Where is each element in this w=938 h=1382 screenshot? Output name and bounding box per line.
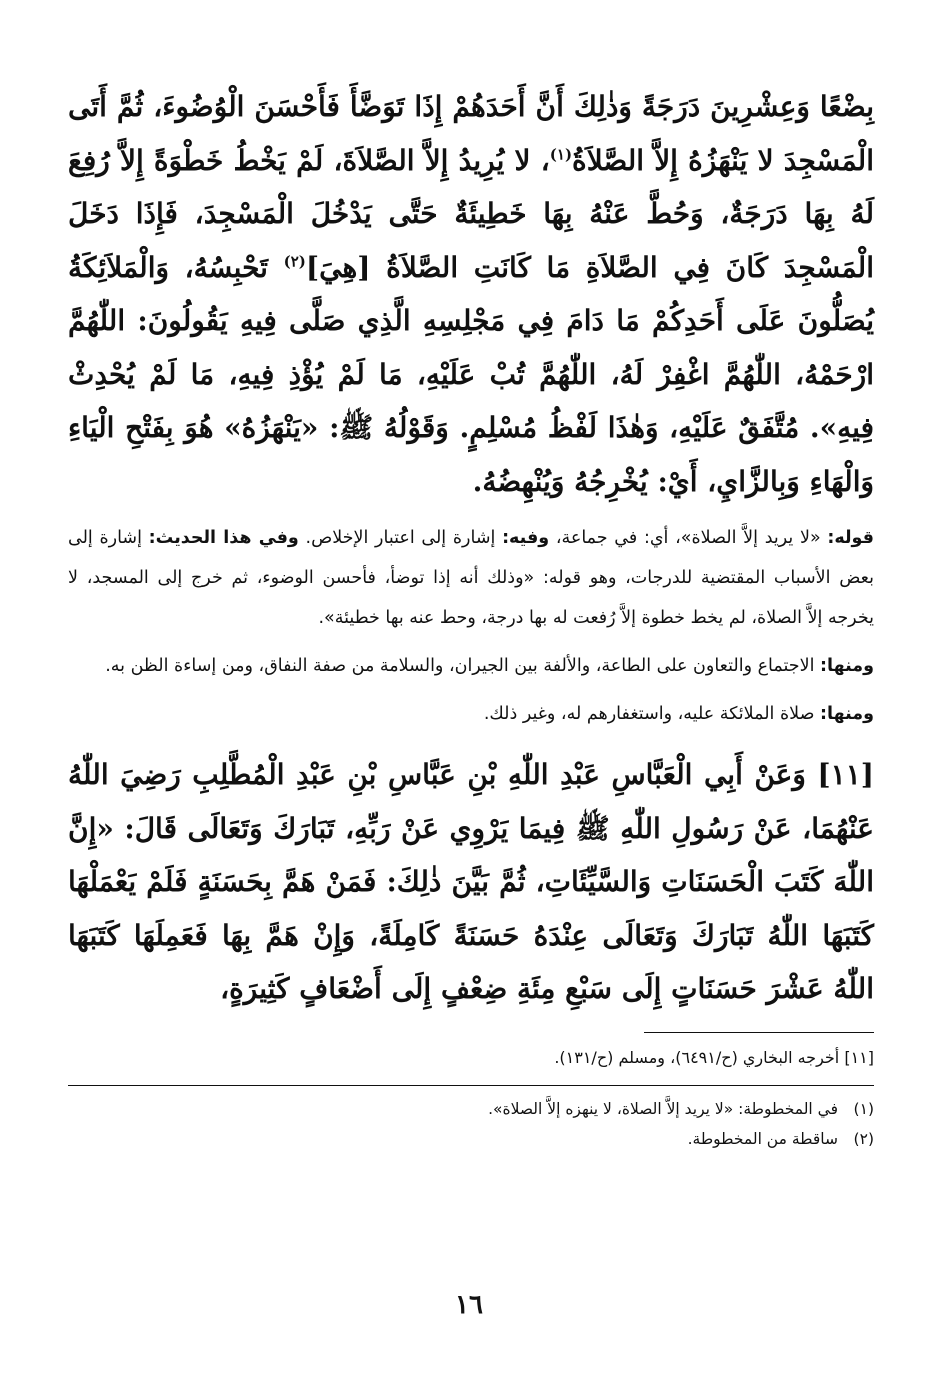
commentary-text: الاجتماع والتعاون على الطاعة، والألفة بين الجيران، والسلامة من صفة النفاق، ومن إساءة الظن به.	[105, 656, 821, 676]
footnote-2	[68, 1124, 874, 1154]
commentary-label-minha: ومنها:	[820, 656, 874, 676]
hadith-10-text: بِضْعًا وَعِشْرِينَ دَرَجَةً وَذٰلِكَ أَنَّ أَحَدَهُمْ إِذَا تَوَضَّأَ فَأَحْسَنَ الْوُضُوءَ، ثُمَّ أَتَى الْمَسْجِدَ لا يَنْهَزُهُ إِلاَّ الصَّلاَةُ	[68, 90, 874, 177]
source-divider	[644, 1032, 874, 1033]
commentary-label-minha: ومنها:	[820, 704, 874, 724]
page-number: ١٦	[455, 1290, 483, 1320]
footnote-marker: (٢)	[853, 1129, 874, 1148]
hadith-11-text: وَعَنْ أَبِي الْعَبَّاسِ عَبْدِ اللّٰهِ بْنِ عَبَّاسِ بْنِ عَبْدِ الْمُطَّلِبِ رَضِيَ اللّٰهُ عَنْهُمَا، عَنْ رَسُولِ اللّٰهِ ﷺ فِيمَا يَرْوِي عَنْ رَبِّهِ، تَبَارَكَ وَتَعَالَى قَالَ: «إِنَّ اللّٰهَ كَتَبَ الْحَسَنَاتِ وَالسَّيِّئَاتِ، ثُمَّ بَيَّنَ ذٰلِكَ: فَمَنْ هَمَّ بِحَسَنَةٍ فَلَمْ يَعْمَلْهَا كَتَبَهَا اللّٰهُ تَبَارَكَ وَتَعَالَى عِنْدَهُ حَسَنَةً كَامِلَةً، وَإِنْ هَمَّ بِهَا فَعَمِلَهَا كَتَبَهَا اللّٰهُ عَشْرَ حَسَنَاتٍ إِلَى سَبْعِ مِئَةِ ضِعْفٍ إِلَى أَضْعَافٍ كَثِيرَةٍ،	[68, 758, 874, 1005]
commentary-section	[68, 518, 874, 734]
commentary-paragraph-1	[68, 518, 874, 638]
footnote-marker: (١)	[853, 1099, 874, 1118]
commentary-text: صلاة الملائكة عليه، واستغفارهم له، وغير ذلك.	[483, 704, 821, 724]
footnote-1	[68, 1094, 874, 1124]
footnote-ref-1: (١)	[549, 145, 573, 164]
source-note: [١١] أخرجه البخاري (ح/٦٤٩١)، ومسلم (ح/١٣١).	[554, 1047, 874, 1067]
commentary-paragraph-3	[68, 694, 874, 734]
page-content	[68, 80, 874, 1154]
hadith-11	[68, 748, 874, 1016]
hadith-11-number: [١١]	[817, 758, 874, 791]
commentary-text: «لا يريد إلاَّ الصلاة»، أي: في جماعة،	[549, 528, 828, 548]
hadith-10-continuation	[68, 80, 874, 508]
commentary-text: إشارة إلى بعض الأسباب المقتضية للدرجات، وهو قوله: «وذلك أنه إذا توضأ، فأحسن الوضوء، ثم خرج إلى المسجد، لا يخرجه إلاَّ الصلاة، لم يخط خطوة إلاَّ رُفعت له بها درجة، وحط عنه بها خطيئة».	[68, 528, 874, 628]
commentary-label-wafihi: وفيه:	[502, 528, 550, 548]
commentary-label-hadith: وفي هذا الحديث:	[148, 528, 299, 548]
hadith-10-text-after-fn2: تَحْبِسُهُ، وَالْمَلاَئِكَةُ يُصَلُّونَ عَلَى أَحَدِكُمْ مَا دَامَ فِي مَجْلِسِهِ الَّذِي صَلَّى فِيهِ يَقُولُونَ: اللّٰهُمَّ ارْحَمْهُ، اللّٰهُمَّ اغْفِرْ لَهُ، اللّٰهُمَّ تُبْ عَلَيْهِ، مَا لَمْ يُؤْذِ فِيهِ، مَا لَمْ يُحْدِثْ فِيهِ». مُتَّفَقٌ عَلَيْهِ، وَهٰذَا لَفْظُ مُسْلِمٍ. وَقَوْلُهُ ﷺ: «يَنْهَزُهُ» هُوَ بِفَتْحِ الْيَاءِ وَالْهَاءِ وَبِالزَّايِ، أَيْ: يُخْرِجُهُ وَيُنْهِضُهُ.	[68, 250, 874, 498]
hadith-10-text-after-fn1: ، لا يُرِيدُ إِلاَّ الصَّلاَةَ، لَمْ يَخْطُ خَطْوَةً إِلاَّ رُفِعَ لَهُ بِهَا دَرَجَةٌ، وَحُطَّ عَنْهُ بِهَا خَطِيئَةٌ حَتَّى يَدْخُلَ الْمَسْجِدَ، فَإِذَا دَخَلَ الْمَسْجِدَ كَانَ فِي الصَّلاَةِ مَا كَانَتِ الصَّلاَةُ [هِيَ]	[68, 143, 874, 284]
footnote-text: في المخطوطة: «لا يريد إلاَّ الصلاة، لا ينهزه إلاَّ الصلاة».	[488, 1099, 838, 1118]
commentary-paragraph-2	[68, 646, 874, 686]
footnotes-section	[68, 1085, 874, 1154]
footnote-text: ساقطة من المخطوطة.	[687, 1129, 838, 1148]
commentary-label-qawluhu: قوله:	[827, 528, 874, 548]
footnote-ref-2: (٢)	[283, 252, 306, 271]
commentary-text: إشارة إلى اعتبار الإخلاص.	[298, 528, 503, 548]
